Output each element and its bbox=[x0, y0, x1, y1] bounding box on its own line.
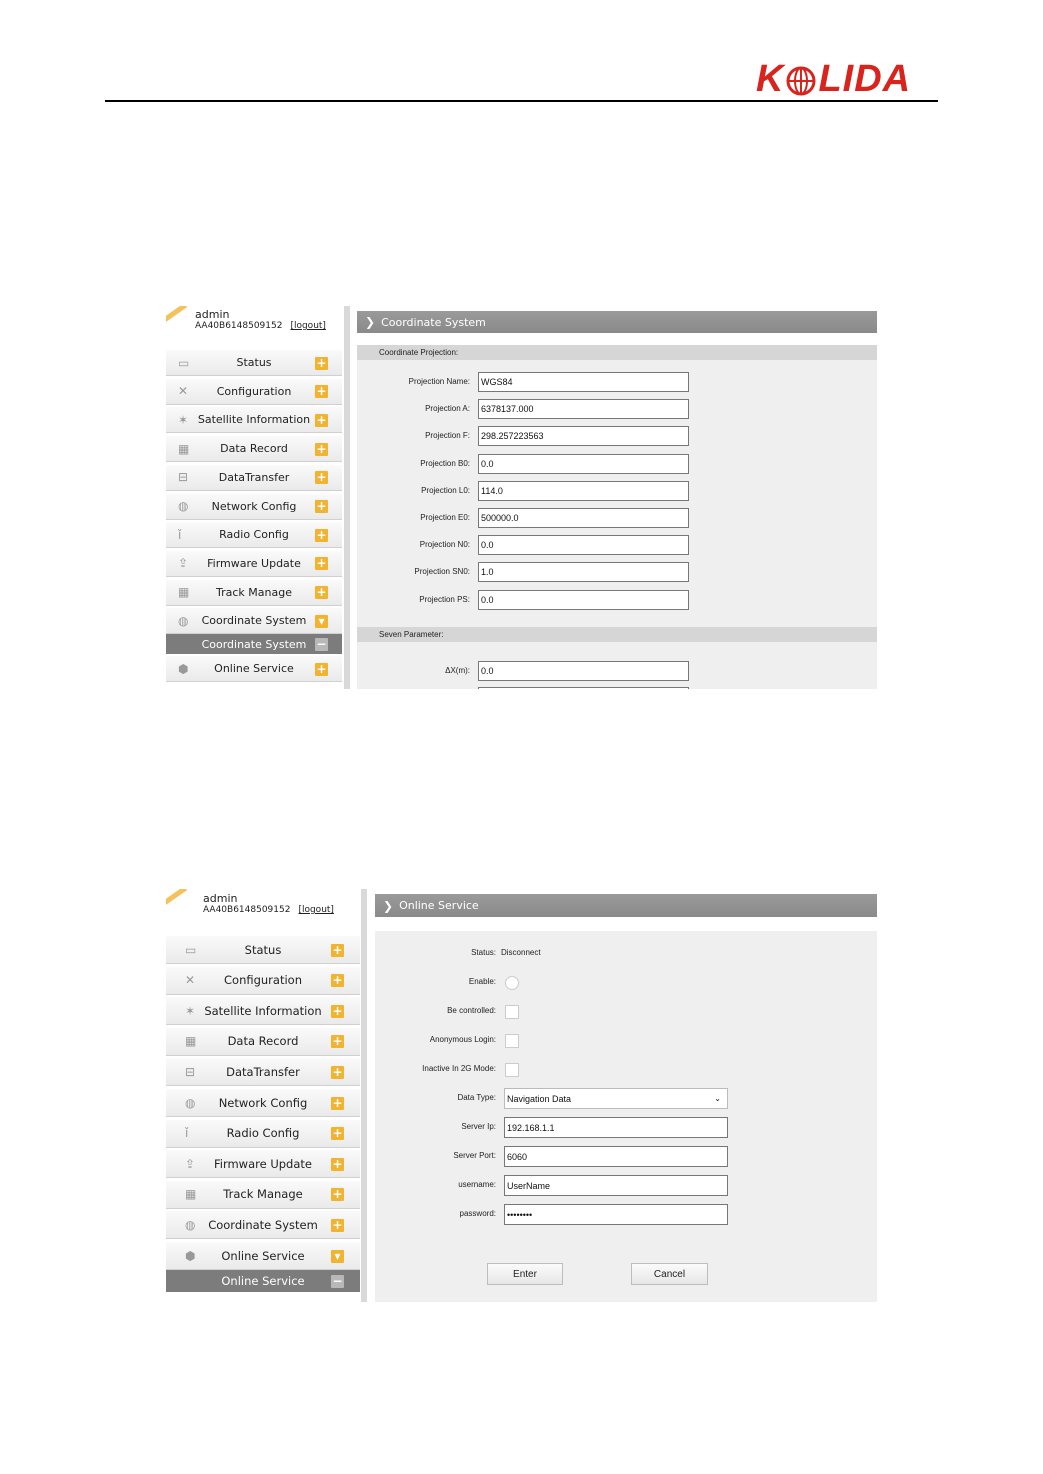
sidebar-item[interactable] bbox=[166, 494, 342, 520]
sidebar-item[interactable] bbox=[166, 1120, 360, 1148]
anonymous-login-label: Anonymous Login: bbox=[429, 1035, 496, 1044]
page-title-bar bbox=[357, 311, 877, 333]
expand-plus-icon[interactable]: ▾ bbox=[315, 615, 328, 628]
sidebar-item[interactable] bbox=[166, 1181, 360, 1209]
sidebar-item[interactable] bbox=[166, 522, 342, 548]
password-input[interactable]: •••••••• bbox=[504, 1204, 728, 1225]
collapse-minus-icon[interactable]: − bbox=[316, 636, 327, 651]
username-input[interactable]: UserName bbox=[504, 1175, 728, 1196]
kolida-logo: K LIDA bbox=[756, 58, 912, 100]
sidebar-subitem-label: Coordinate System bbox=[201, 637, 307, 651]
projection-field-input[interactable]: 500000.0 bbox=[478, 508, 689, 528]
server-port-label: Server Port: bbox=[453, 1151, 496, 1160]
collapse-minus-icon[interactable]: − bbox=[332, 1273, 343, 1288]
logout-link[interactable]: [logout] bbox=[298, 905, 334, 915]
projection-field-label: Projection B0: bbox=[420, 458, 470, 468]
sidebar-item-label: Online Service bbox=[214, 662, 294, 676]
logout-link[interactable]: [logout] bbox=[290, 321, 326, 331]
expand-plus-icon[interactable]: + bbox=[332, 1187, 343, 1202]
expand-plus-icon[interactable]: + bbox=[332, 1034, 343, 1049]
user-name: admin bbox=[195, 308, 230, 321]
cancel-button[interactable]: Cancel bbox=[631, 1263, 708, 1285]
projection-field-input[interactable]: 0.0 bbox=[478, 535, 689, 555]
sidebar-item-label: Firmware Update bbox=[207, 556, 301, 570]
sidebar-divider bbox=[361, 889, 367, 1302]
version-ribbon bbox=[166, 889, 187, 905]
expand-plus-icon[interactable]: + bbox=[332, 973, 343, 988]
tools-icon: ✕ bbox=[185, 973, 196, 988]
projection-field-input[interactable]: 6378137.000 bbox=[478, 399, 689, 419]
chevron-right-icon: ❯ bbox=[383, 898, 394, 913]
be-controlled-label: Be controlled: bbox=[447, 1006, 496, 1015]
sidebar-item-label: Online Service bbox=[221, 1248, 305, 1263]
status-label: Status: bbox=[471, 948, 496, 957]
enable-label: Enable: bbox=[468, 977, 496, 986]
monitor-icon: ▭ bbox=[178, 355, 190, 370]
sidebar-item[interactable] bbox=[166, 967, 360, 995]
status-value: Disconnect bbox=[501, 948, 541, 957]
sidebar-item[interactable] bbox=[166, 1211, 360, 1239]
globe-icon: ◍ bbox=[178, 613, 189, 628]
globe-icon: ◍ bbox=[178, 499, 189, 513]
page-title: Online Service bbox=[399, 899, 479, 912]
sidebar-item-label: Radio Config bbox=[226, 1126, 300, 1141]
sidebar-item[interactable] bbox=[166, 1242, 360, 1270]
be-controlled-checkbox[interactable] bbox=[505, 1005, 519, 1019]
sidebar-item-label: DataTransfer bbox=[226, 1064, 300, 1079]
antenna-icon: ǐ bbox=[178, 527, 182, 542]
chevron-down-icon: ⌄ bbox=[714, 1094, 721, 1103]
computer-icon: ⊟ bbox=[178, 470, 189, 485]
upload-icon: ⇪ bbox=[185, 1156, 196, 1171]
enter-button[interactable]: Enter bbox=[487, 1263, 563, 1285]
expand-plus-icon[interactable]: + bbox=[332, 1003, 343, 1018]
sidebar-item-label: Coordinate System bbox=[201, 614, 307, 628]
sidebar-item-label: Data Record bbox=[227, 1034, 299, 1049]
sidebar-item-label: Satellite Information bbox=[197, 413, 311, 427]
dx-label: ΔX(m): bbox=[445, 666, 470, 675]
upload-icon: ⇪ bbox=[178, 556, 189, 571]
next-input-partial[interactable] bbox=[478, 687, 689, 689]
antenna-icon: ǐ bbox=[185, 1126, 189, 1141]
sidebar-item-label: Satellite Information bbox=[204, 1003, 322, 1018]
chevron-right-icon: ❯ bbox=[365, 315, 376, 329]
tools-icon: ✕ bbox=[178, 384, 189, 399]
globe-icon: ◍ bbox=[185, 1217, 196, 1232]
page-title-bar bbox=[375, 894, 877, 917]
expand-plus-icon[interactable]: + bbox=[332, 1126, 343, 1141]
coordinate-system-screenshot bbox=[166, 306, 877, 689]
expand-plus-icon[interactable]: + bbox=[332, 1156, 343, 1171]
projection-field-input[interactable]: WGS84 bbox=[478, 372, 689, 392]
projection-field-label: Projection F: bbox=[425, 431, 470, 441]
inactive-2g-checkbox[interactable] bbox=[505, 1063, 519, 1077]
sidebar-item-label: Track Manage bbox=[223, 1187, 303, 1202]
header-rule bbox=[105, 100, 938, 102]
sidebar-item[interactable] bbox=[166, 1089, 360, 1117]
expand-plus-icon[interactable]: + bbox=[332, 1064, 343, 1079]
projection-field-input[interactable]: 0.0 bbox=[478, 590, 689, 610]
projection-field-input[interactable]: 114.0 bbox=[478, 481, 689, 501]
sidebar-item-label: Configuration bbox=[224, 973, 302, 988]
sidebar-item-label: Status bbox=[244, 942, 282, 957]
online-service-screenshot bbox=[166, 889, 877, 1302]
sidebar-item[interactable] bbox=[166, 407, 342, 433]
expand-plus-icon[interactable]: + bbox=[332, 1217, 343, 1232]
sidebar-item-label: Track Manage bbox=[216, 585, 292, 599]
sidebar-item-label: Configuration bbox=[216, 384, 292, 398]
projection-field-label: Projection A: bbox=[425, 404, 470, 414]
chart-icon: ▦ bbox=[185, 1034, 197, 1049]
server-ip-input[interactable]: 192.168.1.1 bbox=[504, 1117, 728, 1138]
projection-field-label: Projection SN0: bbox=[414, 567, 470, 577]
cube-icon: ⬢ bbox=[178, 661, 189, 676]
user-info bbox=[203, 892, 334, 915]
sidebar-item-label: Firmware Update bbox=[213, 1156, 312, 1171]
satellite-icon: ✶ bbox=[178, 412, 189, 427]
sidebar-item-label: Status bbox=[236, 356, 272, 369]
expand-plus-icon[interactable]: + bbox=[316, 661, 327, 676]
expand-plus-icon[interactable]: + bbox=[316, 499, 327, 513]
chart-icon: ▦ bbox=[178, 585, 190, 600]
device-sn: AA40B6148509152 bbox=[203, 905, 291, 915]
expand-plus-icon[interactable]: + bbox=[316, 384, 327, 399]
sidebar-item-label: Data Record bbox=[220, 442, 288, 456]
sidebar-item[interactable] bbox=[166, 436, 342, 462]
server-port-input[interactable]: 6060 bbox=[504, 1146, 728, 1167]
projection-field-input[interactable]: 298.257223563 bbox=[478, 426, 689, 446]
user-name: admin bbox=[203, 892, 238, 905]
computer-icon: ⊟ bbox=[185, 1064, 196, 1079]
data-type-select[interactable] bbox=[504, 1088, 728, 1109]
sidebar-subitem-label: Online Service bbox=[221, 1274, 305, 1288]
sidebar-subitem-active[interactable] bbox=[166, 634, 342, 654]
globe-icon: ◍ bbox=[185, 1095, 196, 1110]
projection-field-label: Projection Name: bbox=[408, 377, 470, 386]
expand-plus-icon[interactable]: + bbox=[316, 556, 327, 571]
projection-field-label: Projection N0: bbox=[419, 540, 470, 550]
sidebar-item[interactable] bbox=[166, 1150, 360, 1178]
sidebar-item-label: DataTransfer bbox=[218, 470, 290, 484]
sidebar-item[interactable] bbox=[166, 580, 342, 606]
sidebar-item[interactable] bbox=[166, 551, 342, 577]
inactive-2g-label: Inactive In 2G Mode: bbox=[422, 1064, 496, 1073]
expand-plus-icon[interactable]: + bbox=[316, 470, 327, 485]
sidebar-item-label: Network Config bbox=[211, 499, 297, 513]
expand-plus-icon[interactable]: + bbox=[316, 585, 327, 600]
enable-toggle[interactable] bbox=[505, 976, 519, 990]
section-coordinate-projection: Coordinate Projection: bbox=[357, 345, 877, 360]
chart-icon: ▦ bbox=[178, 441, 190, 456]
data-type-value: Navigation Data bbox=[507, 1093, 572, 1104]
sidebar-item[interactable] bbox=[166, 1028, 360, 1056]
sidebar-divider bbox=[344, 306, 350, 689]
expand-plus-icon[interactable]: + bbox=[316, 441, 327, 456]
dx-input[interactable]: 0.0 bbox=[478, 661, 689, 681]
sidebar-item[interactable] bbox=[166, 350, 342, 376]
sidebar-item[interactable] bbox=[166, 608, 342, 634]
page-title: Coordinate System bbox=[381, 315, 486, 329]
sidebar-item-label: Coordinate System bbox=[208, 1217, 318, 1232]
monitor-icon: ▭ bbox=[185, 942, 197, 957]
projection-field-label: Projection PS: bbox=[419, 594, 470, 604]
expand-plus-icon[interactable]: + bbox=[316, 527, 327, 542]
projection-field-input[interactable]: 1.0 bbox=[478, 562, 689, 582]
sidebar-item[interactable] bbox=[166, 936, 360, 964]
sidebar-subitem-active[interactable] bbox=[166, 1270, 360, 1292]
expand-plus-icon[interactable]: + bbox=[316, 412, 327, 427]
sidebar-item-label: Radio Config bbox=[219, 528, 289, 542]
expand-plus-icon[interactable]: ▾ bbox=[331, 1250, 344, 1263]
expand-plus-icon[interactable]: + bbox=[316, 355, 327, 370]
password-label: password: bbox=[459, 1209, 496, 1218]
expand-plus-icon[interactable]: + bbox=[332, 1095, 343, 1110]
section-seven-parameter: Seven Parameter: bbox=[357, 627, 877, 642]
sidebar-item-label: Network Config bbox=[218, 1095, 308, 1110]
projection-field-input[interactable]: 0.0 bbox=[478, 454, 689, 474]
sidebar-item[interactable] bbox=[166, 997, 360, 1025]
cube-icon: ⬢ bbox=[185, 1248, 196, 1263]
sidebar-item[interactable] bbox=[166, 1058, 360, 1086]
device-sn: AA40B6148509152 bbox=[195, 321, 283, 331]
sidebar-item[interactable] bbox=[166, 379, 342, 405]
chart-icon: ▦ bbox=[185, 1187, 197, 1202]
version-ribbon bbox=[166, 306, 187, 322]
globe-icon bbox=[785, 64, 817, 96]
sidebar-item[interactable] bbox=[166, 465, 342, 491]
user-info bbox=[195, 308, 326, 331]
anonymous-login-checkbox[interactable] bbox=[505, 1034, 519, 1048]
username-label: username: bbox=[458, 1180, 496, 1189]
projection-field-label: Projection E0: bbox=[420, 513, 470, 522]
expand-plus-icon[interactable]: + bbox=[332, 942, 343, 957]
sidebar-item[interactable] bbox=[166, 656, 342, 682]
data-type-label: Data Type: bbox=[457, 1093, 496, 1102]
server-ip-label: Server Ip: bbox=[461, 1122, 496, 1131]
projection-field-label: Projection L0: bbox=[421, 485, 470, 495]
satellite-icon: ✶ bbox=[185, 1003, 196, 1018]
